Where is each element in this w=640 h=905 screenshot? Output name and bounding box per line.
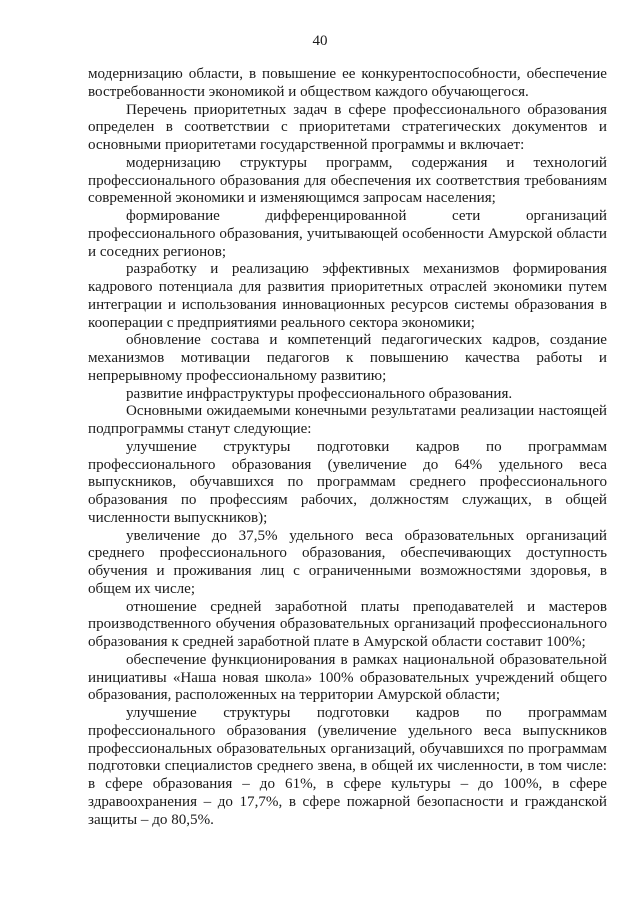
paragraph: модернизацию области, в повышение ее конкурентоспособности, обеспечение востребованности экономикой и обществом каждого обучающегося.	[88, 66, 607, 100]
body-text	[88, 66, 607, 829]
paragraph: Основными ожидаемыми конечными результатами реализации настоящей подпрограммы станут следующие:	[88, 403, 607, 437]
paragraph: формирование дифференцированной сети организаций профессионального образования, учитывающей особенности Амурской области и соседних регионов;	[88, 208, 607, 260]
paragraph: Перечень приоритетных задач в сфере профессионального образования определен в соответствии с приоритетами стратегических документов и основными приоритетами государственной программы и включает:	[88, 101, 607, 153]
paragraph: отношение средней заработной платы преподавателей и мастеров производственного обучения образовательных организаций профессионального образования к средней заработной плате в Амурской области составит 100%;	[88, 598, 607, 650]
paragraph: модернизацию структуры программ, содержания и технологий профессионального образования для обеспечения их соответствия требованиям современной экономики и изменяющимся запросам населения;	[88, 154, 607, 207]
paragraph: увеличение до 37,5% удельного веса образовательных организаций среднего профессионального образования, обеспечивающих доступность обучения и проживания лиц с ограниченными возможностями здоровья, в общем их числе;	[88, 527, 607, 597]
paragraph: обеспечение функционирования в рамках национальной образовательной инициативы «Наша новая школа» 100% образовательных учреждений общего образования, расположенных на территории Амурской области;	[88, 651, 607, 704]
page-number: 40	[312, 33, 328, 49]
paragraph: разработку и реализацию эффективных механизмов формирования кадрового потенциала для развития приоритетных отраслей экономики путем интеграции и использования инновационных ресурсов системы образования в кооперации с предприятиями реального сектора экономики;	[88, 261, 607, 331]
paragraph: улучшение структуры подготовки кадров по программам профессионального образования (увеличение до 64% удельного веса выпускников, обучавшихся по программам среднего профессионального образования по профессиям рабочих, должностям служащих, в общей численности выпускников);	[88, 438, 607, 526]
paragraph: развитие инфраструктуры профессионального образования.	[126, 385, 513, 402]
paragraph: обновление состава и компетенций педагогических кадров, создание механизмов мотивации педагогов к повышению качества работы и непрерывному профессиональному развитию;	[88, 332, 607, 384]
paragraph: улучшение структуры подготовки кадров по программам профессионального образования (увеличение удельного веса выпускников профессиональных образовательных организаций, обучавшихся по программам подготовки специалистов среднего звена, в общей их численности, в том числе: в сфере образования – до 61%, в сфере культуры – до 100%, в сфере здравоохранения – до 17,7%, в сфере пожарной безопасности и гражданской защиты – до 80,5%.	[88, 705, 607, 828]
